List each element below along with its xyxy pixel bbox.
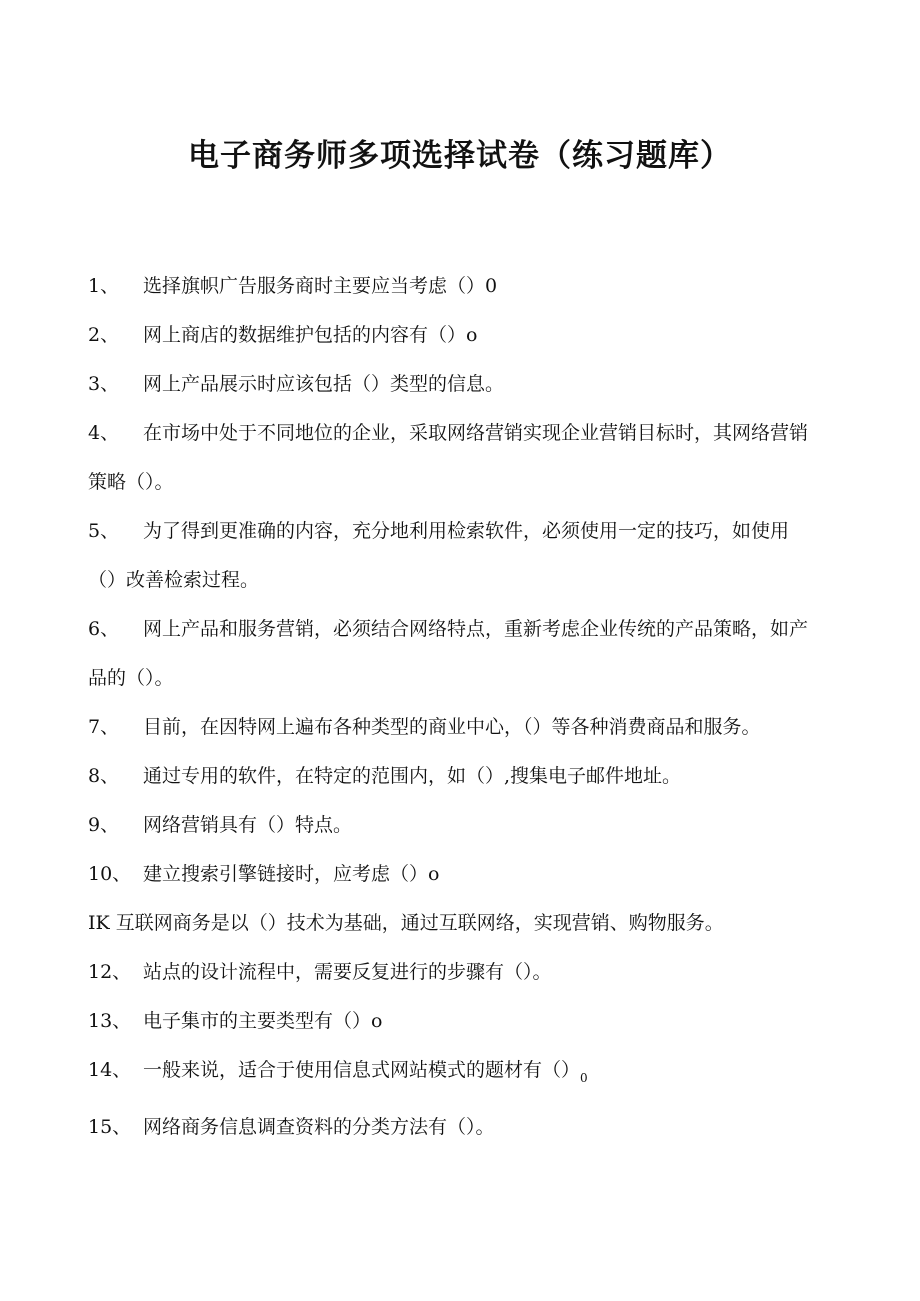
question-number: 6、 xyxy=(88,618,120,640)
question-number: 12、 xyxy=(88,961,132,983)
question-number: 3、 xyxy=(88,373,120,395)
question-item xyxy=(88,899,816,948)
question-number: 15、 xyxy=(88,1116,132,1138)
question-item xyxy=(88,997,816,1046)
question-text: 在市场中处于不同地位的企业，采取网络营销实现企业营销目标时，其网络营销策略（）。 xyxy=(88,422,809,493)
question-number: 10、 xyxy=(88,863,132,885)
question-suffix: 0 xyxy=(580,1071,588,1085)
question-text: 网上产品和服务营销，必须结合网络特点，重新考虑企业传统的产品策略，如产品的（）。 xyxy=(88,618,809,689)
question-text: 建立搜索引擎链接时，应考虑（）o xyxy=(143,863,440,885)
question-item xyxy=(88,948,816,997)
question-item xyxy=(88,360,816,409)
question-item xyxy=(88,605,816,703)
document-title: 电子商务师多项选择试卷（练习题库） xyxy=(188,138,732,174)
question-number: 2、 xyxy=(88,324,120,346)
question-number: 14、 xyxy=(88,1059,132,1081)
question-number: 5、 xyxy=(88,520,120,542)
question-list xyxy=(88,262,816,1152)
question-number: 13、 xyxy=(88,1010,132,1032)
question-text: 网络商务信息调查资料的分类方法有（）。 xyxy=(143,1116,495,1138)
question-item xyxy=(88,507,816,605)
question-text: 网上产品展示时应该包括（）类型的信息。 xyxy=(143,373,505,395)
question-item xyxy=(88,409,816,507)
question-number: 9、 xyxy=(88,814,120,836)
question-text: 站点的设计流程中，需要反复进行的步骤有（）。 xyxy=(143,961,552,983)
question-text: 选择旗帜广告服务商时主要应当考虑（）0 xyxy=(143,275,498,297)
question-text: 为了得到更准确的内容，充分地利用检索软件，必须使用一定的技巧，如使用（）改善检索过程。 xyxy=(88,520,790,591)
question-item xyxy=(88,703,816,752)
question-number: 1、 xyxy=(88,275,120,297)
question-item xyxy=(88,311,816,360)
question-item xyxy=(88,850,816,899)
question-item xyxy=(88,1046,816,1103)
question-number: IK xyxy=(88,912,110,934)
question-text: 电子集市的主要类型有（）o xyxy=(143,1010,383,1032)
question-text: 互联网商务是以（）技术为基础，通过互联网络，实现营销、购物服务。 xyxy=(115,912,724,934)
question-text: 一般来说，适合于使用信息式网站模式的题材有（） xyxy=(143,1059,581,1081)
question-item xyxy=(88,801,816,850)
question-item xyxy=(88,752,816,801)
question-item xyxy=(88,1103,816,1152)
question-number: 4、 xyxy=(88,422,120,444)
question-text: 网络营销具有（）特点。 xyxy=(143,814,353,836)
question-number: 7、 xyxy=(88,716,120,738)
question-text: 网上商店的数据维护包括的内容有（）o xyxy=(143,324,478,346)
question-text: 通过专用的软件，在特定的范围内，如（）,搜集电子邮件地址。 xyxy=(143,765,682,787)
question-item xyxy=(88,262,816,311)
question-text: 目前，在因特网上遍布各种类型的商业中心，（）等各种消费商品和服务。 xyxy=(143,716,761,738)
question-number: 8、 xyxy=(88,765,120,787)
